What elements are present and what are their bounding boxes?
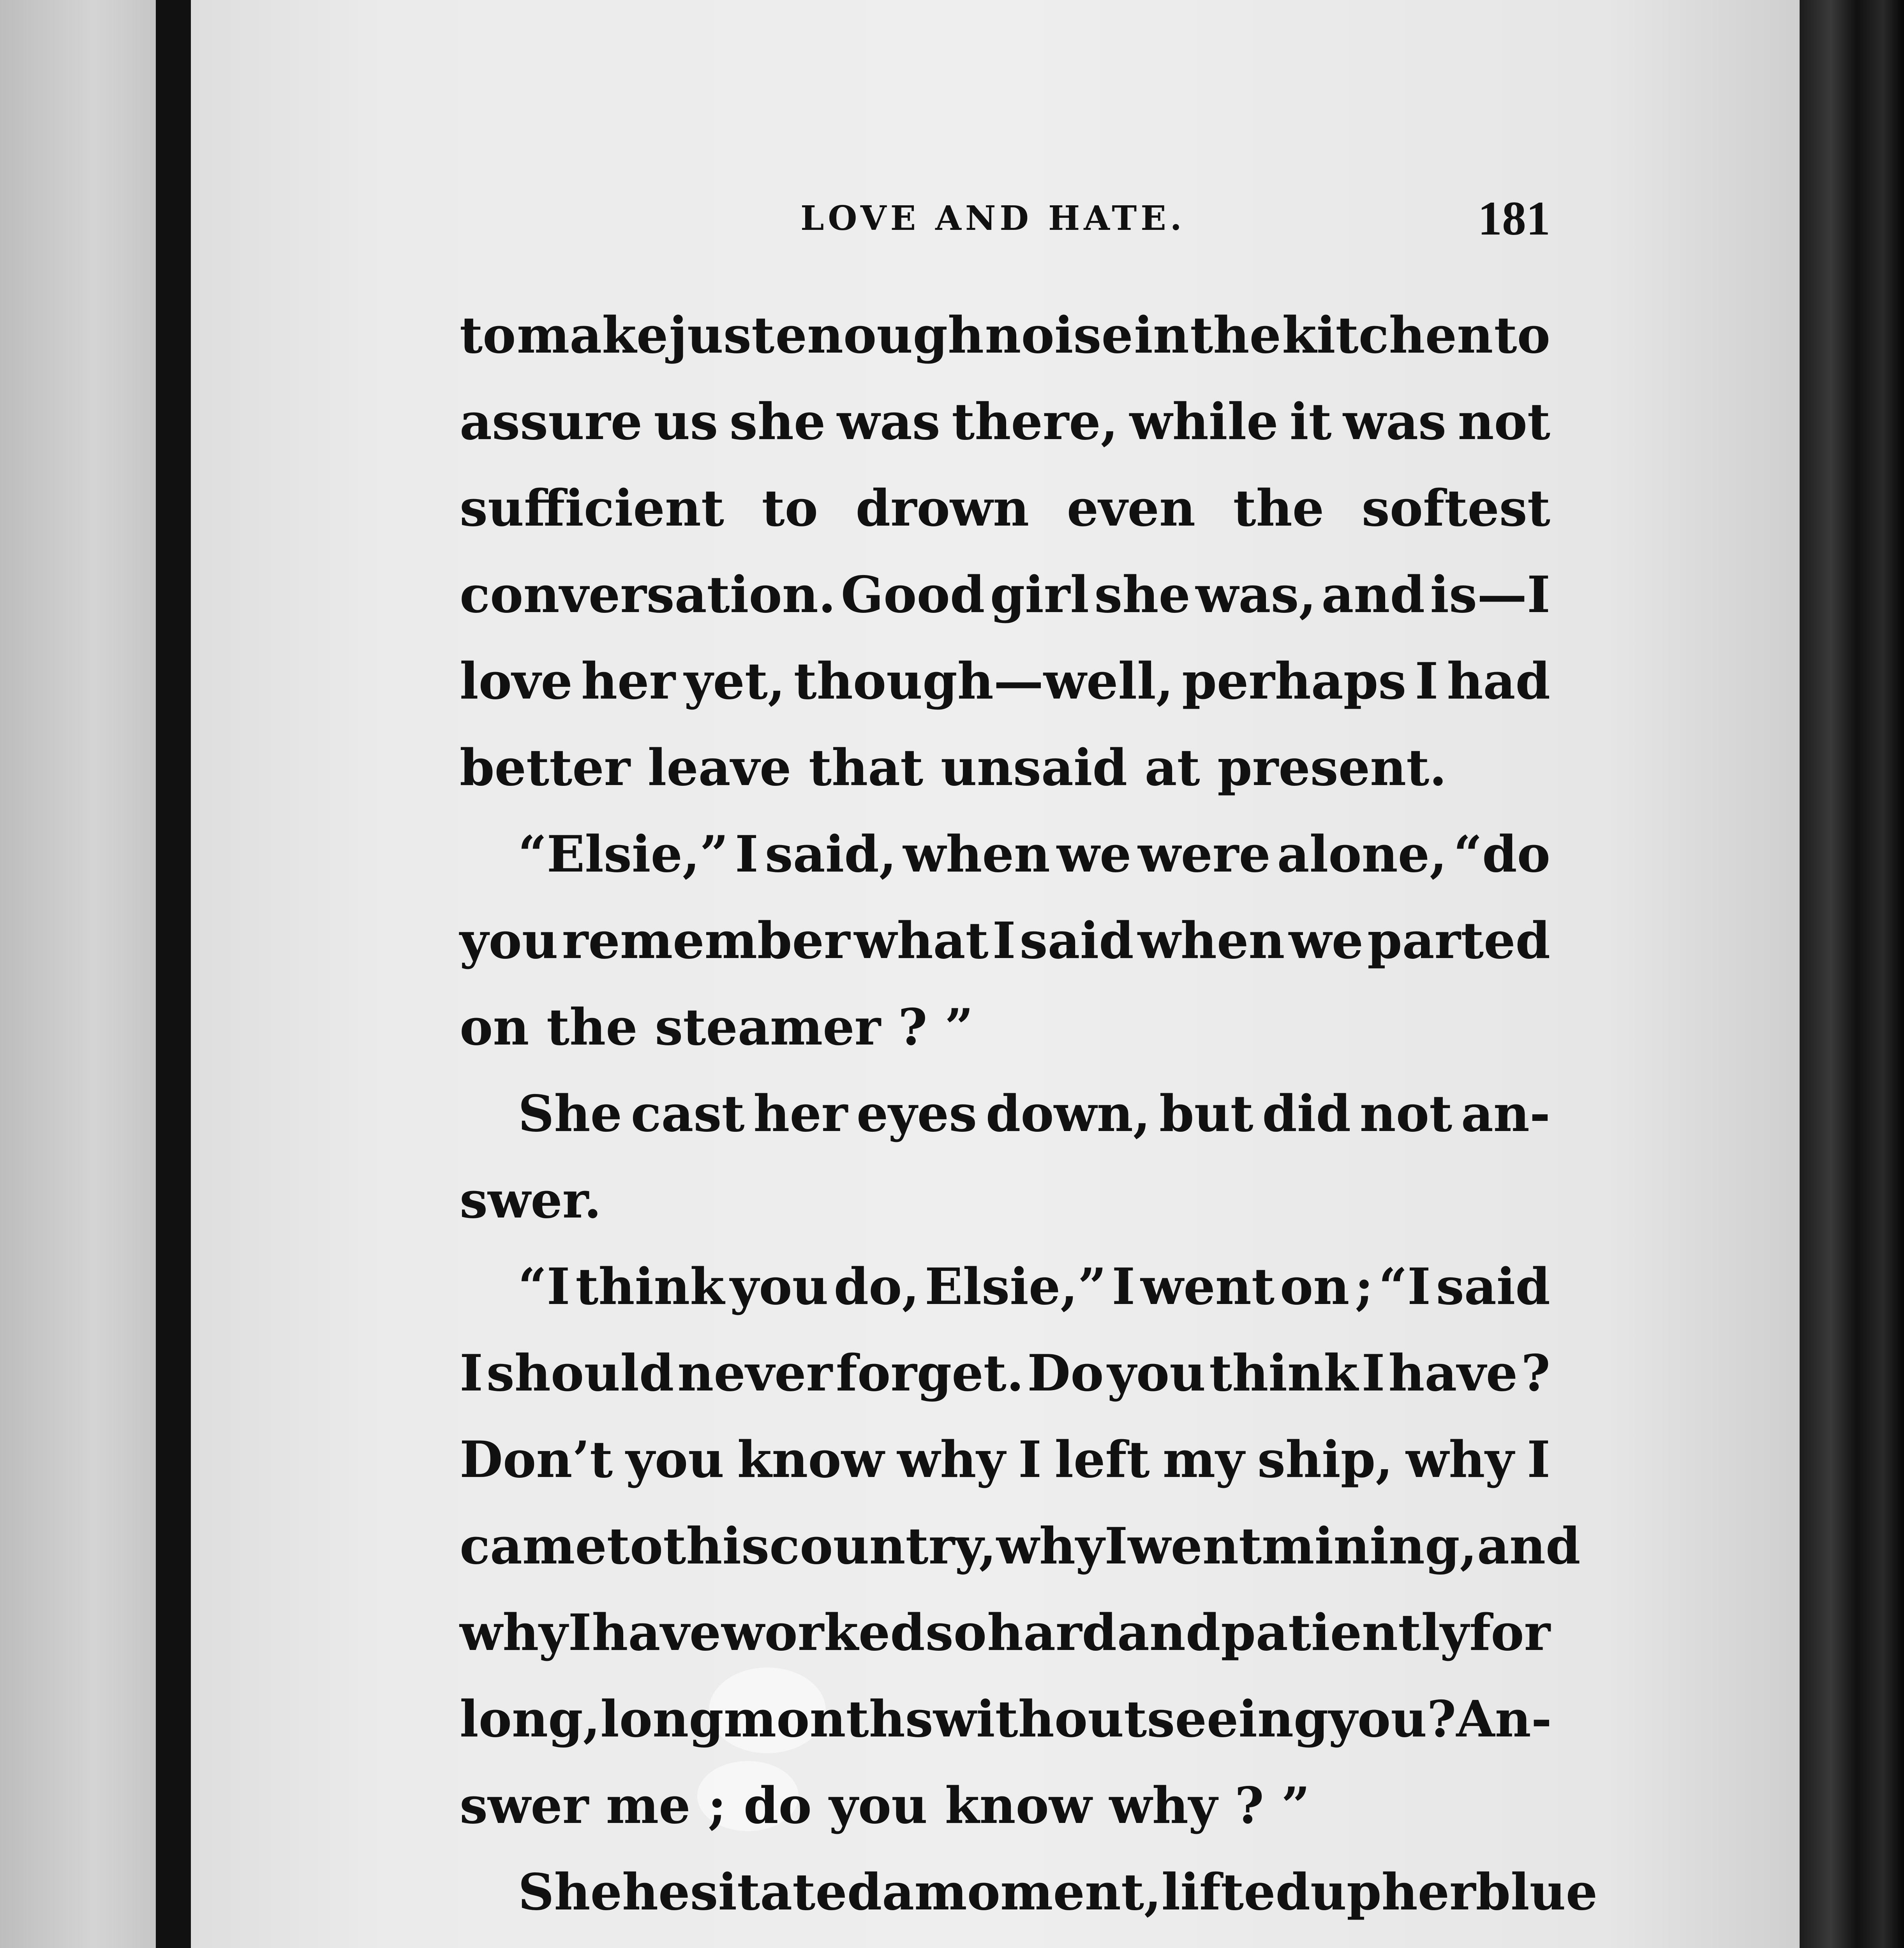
word: hesitated (622, 1863, 882, 1922)
word: and (1321, 566, 1425, 624)
word: do, (834, 1258, 920, 1316)
word: eyes (856, 1085, 977, 1143)
text-line (460, 1244, 1550, 1330)
word: us (654, 393, 718, 451)
word: hard (987, 1604, 1117, 1662)
word: she (1094, 566, 1190, 624)
word: have (592, 1604, 721, 1662)
word: you (730, 1258, 829, 1316)
word: just (669, 306, 775, 365)
word: said (1436, 1258, 1550, 1316)
word: love (460, 652, 573, 711)
running-head: LOVE AND HATE. (800, 199, 1186, 238)
word: there, (952, 393, 1118, 451)
word (1259, 1936, 1314, 1948)
word: conversation. (460, 566, 836, 624)
text-line (460, 1936, 1550, 1948)
word: to (460, 306, 516, 365)
word: enough (775, 306, 984, 365)
word: when (1137, 912, 1285, 970)
text-line: on the steamer ? ” (460, 998, 973, 1057)
word: sufficient (460, 479, 724, 538)
word: remember (562, 912, 850, 970)
word (1314, 1936, 1405, 1948)
word: did (1262, 1085, 1351, 1143)
word: I (460, 1344, 483, 1403)
text-line (460, 898, 1550, 984)
word: cast (631, 1085, 745, 1143)
word (1405, 1936, 1617, 1948)
text-line (460, 1071, 1550, 1157)
word (598, 1936, 828, 1948)
word: I (1104, 1517, 1128, 1576)
word: parted (1367, 912, 1550, 970)
word: lifted (1161, 1863, 1310, 1922)
word: had (1447, 652, 1550, 711)
word: I (1361, 1344, 1385, 1403)
word: Don’t (460, 1431, 613, 1489)
word: assure (460, 393, 642, 451)
word: ? (1521, 1344, 1550, 1403)
word: was, (1195, 566, 1317, 624)
word: the (1190, 306, 1281, 365)
word: ? (1427, 1690, 1456, 1749)
word: “I (1379, 1258, 1431, 1316)
text-line: swer me ; do you know why ? ” (460, 1777, 1310, 1835)
word: you (1328, 1690, 1427, 1749)
text-line (460, 811, 1550, 898)
word: have (1388, 1344, 1518, 1403)
word: was (1343, 393, 1447, 451)
word: months (723, 1690, 933, 1749)
word: not (1359, 1085, 1453, 1143)
word: the (1233, 479, 1324, 538)
word: long, (460, 1690, 601, 1749)
word: down, (985, 1085, 1151, 1143)
word: seeing (1147, 1690, 1329, 1749)
word: went (1128, 1517, 1262, 1576)
word: long (600, 1690, 724, 1749)
word: why (996, 1517, 1105, 1576)
word: left (1054, 1431, 1150, 1489)
word: know (737, 1431, 884, 1489)
word: “I (518, 1258, 570, 1316)
word: said (1019, 912, 1134, 970)
word: never (677, 1344, 833, 1403)
word: this (663, 1517, 770, 1576)
word: so (925, 1604, 987, 1662)
word: you (460, 912, 558, 970)
word: was (837, 393, 940, 451)
word: why (897, 1431, 1005, 1489)
book-gutter (156, 0, 191, 1948)
word: Elsie,” (924, 1258, 1107, 1316)
word: though—well, (793, 652, 1174, 711)
word: make (517, 306, 668, 365)
word (460, 1936, 598, 1948)
word: Do (1027, 1344, 1104, 1403)
word: Good (841, 566, 985, 624)
text-line: swer. (460, 1171, 601, 1230)
word: she (729, 393, 826, 451)
word: “Elsie,” (518, 825, 729, 884)
word: drown (855, 479, 1030, 538)
word: I (1415, 652, 1439, 711)
word: what (854, 912, 989, 970)
word: blue (1476, 1863, 1598, 1922)
word: girl (990, 566, 1089, 624)
word: think (1209, 1344, 1358, 1403)
word: I (992, 912, 1016, 970)
word: an- (1461, 1085, 1550, 1143)
word: up (1310, 1863, 1382, 1922)
text-line (460, 1330, 1550, 1417)
word: ship, (1257, 1431, 1393, 1489)
word: I (735, 825, 758, 884)
word: I (1018, 1431, 1042, 1489)
word (1118, 1936, 1259, 1948)
word: and (1477, 1517, 1581, 1576)
word: it (1289, 393, 1332, 451)
word: said, (765, 825, 897, 884)
word: softest (1361, 479, 1550, 538)
word: should (486, 1344, 674, 1403)
text-line (460, 1503, 1581, 1590)
word: “do (1453, 825, 1550, 884)
page-stack-edge (1800, 0, 1904, 1948)
word: we (1289, 912, 1364, 970)
word: to (606, 1517, 663, 1576)
word: even (1067, 479, 1196, 538)
text-line (460, 1417, 1550, 1503)
word: patiently (1221, 1604, 1469, 1662)
word (972, 1936, 1027, 1948)
page-header (460, 187, 1550, 249)
word: my (1162, 1431, 1245, 1489)
word: her (1381, 1863, 1476, 1922)
word: not (1458, 393, 1550, 451)
word: An- (1456, 1690, 1552, 1749)
text-line (460, 379, 1550, 465)
word: kitchen (1282, 306, 1493, 365)
word: to (1494, 306, 1550, 365)
word (828, 1936, 972, 1948)
text-line (460, 465, 1550, 552)
word: while (1129, 393, 1278, 451)
word: her (753, 1085, 848, 1143)
word: were (1138, 825, 1271, 884)
page-number: 181 (1478, 192, 1550, 245)
text-line (460, 1676, 1550, 1763)
word: why (1406, 1431, 1514, 1489)
body-text (460, 292, 1598, 1948)
word: yet, (684, 652, 785, 711)
word: She (518, 1863, 622, 1922)
word: without (933, 1690, 1147, 1749)
word: She (518, 1085, 622, 1143)
word: think (575, 1258, 725, 1316)
word: I (1112, 1258, 1135, 1316)
word: forget. (836, 1344, 1024, 1403)
text-line (460, 1849, 1598, 1936)
word: but (1159, 1085, 1253, 1143)
word: a (882, 1863, 915, 1922)
text-line (460, 638, 1550, 725)
word: alone, (1277, 825, 1447, 884)
word: for (1469, 1604, 1550, 1662)
word: you (1107, 1344, 1206, 1403)
word: when (903, 825, 1050, 884)
word: why (460, 1604, 568, 1662)
word: went (1141, 1258, 1275, 1316)
word: in (1134, 306, 1189, 365)
text-line (460, 292, 1550, 379)
word: mining, (1262, 1517, 1477, 1576)
word: you (626, 1431, 725, 1489)
word: country, (769, 1517, 996, 1576)
word: I (1527, 1431, 1550, 1489)
word: moment, (914, 1863, 1162, 1922)
word (1027, 1936, 1118, 1948)
word: worked (721, 1604, 925, 1662)
word: ; (1355, 1258, 1373, 1316)
word: noise (985, 306, 1133, 365)
facing-page-edge (0, 0, 156, 1948)
word: to (762, 479, 818, 538)
word: is—I (1430, 566, 1550, 624)
word: her (581, 652, 675, 711)
word: perhaps (1182, 652, 1407, 711)
word: we (1056, 825, 1132, 884)
text-line (460, 1590, 1550, 1676)
word: and (1117, 1604, 1221, 1662)
text-line: better leave that unsaid at present. (460, 739, 1447, 797)
word: on (1280, 1258, 1350, 1316)
word: I (568, 1604, 592, 1662)
text-line (460, 552, 1550, 638)
word: came (460, 1517, 607, 1576)
